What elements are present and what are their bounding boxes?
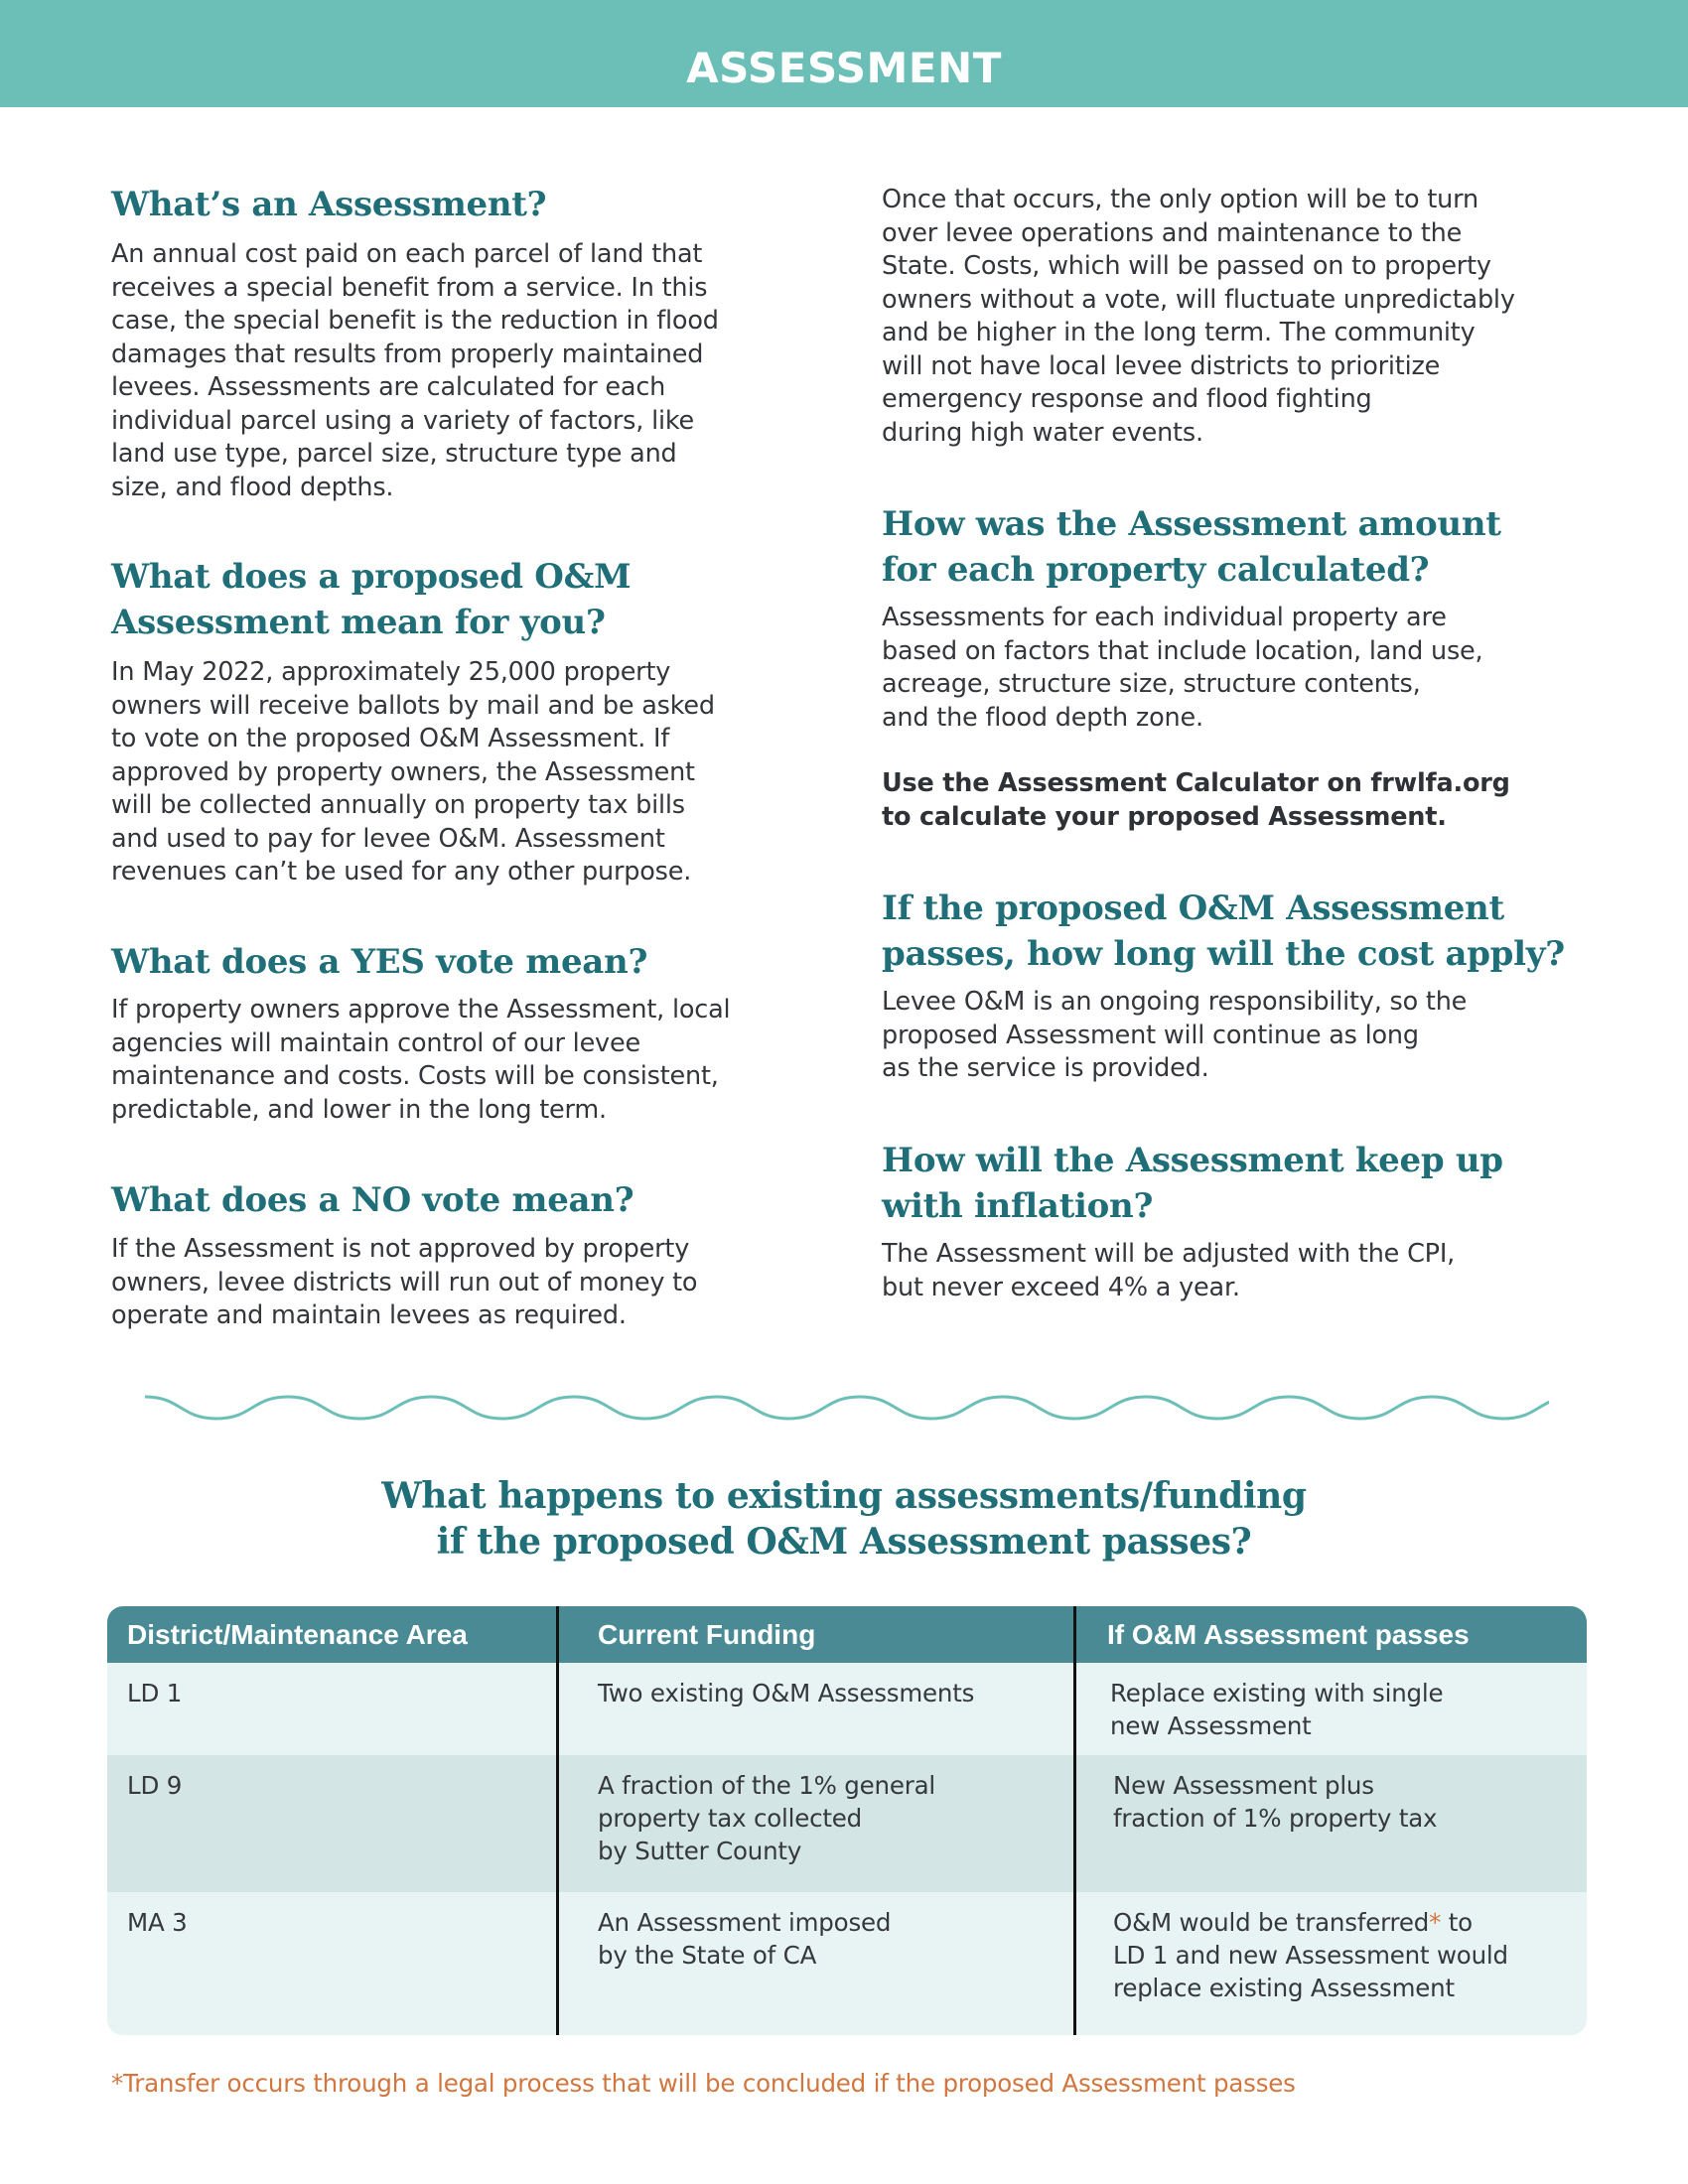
text-line: over levee operations and maintenance to the xyxy=(882,217,1463,248)
text-line: Levee O&M is an ongoing responsibility, so the xyxy=(882,987,1468,1017)
text-line: will be collected annually on property tax bills xyxy=(111,790,685,820)
heading-line: with inflation? xyxy=(882,1186,1154,1226)
wave-line xyxy=(145,1397,1549,1419)
body-yes-vote xyxy=(111,994,730,1127)
heading-whats-assessment: What’s an Assessment? xyxy=(111,185,547,224)
heading-how-long xyxy=(882,886,1565,977)
cell-current-funding xyxy=(598,1906,891,1972)
text-line: and the flood depth zone. xyxy=(882,702,1203,733)
cell-line: new Assessment xyxy=(1110,1711,1312,1740)
heading-no-vote: What does a NO vote mean? xyxy=(111,1180,634,1220)
table-row xyxy=(107,1663,1587,1755)
cell-text: to xyxy=(1441,1908,1473,1937)
text-line: and be higher in the long term. The community xyxy=(882,318,1476,347)
text-line: In May 2022, approximately 25,000 property xyxy=(111,657,671,687)
left-column xyxy=(111,0,806,1390)
cell-line: LD 1 and new Assessment would xyxy=(1113,1941,1508,1970)
callout-line: Use the Assessment Calculator on frwlfa.org xyxy=(882,768,1510,798)
text-line: revenues can’t be used for any other purpose. xyxy=(111,857,692,887)
text-line: owners without a vote, will fluctuate unpredictably xyxy=(882,284,1515,315)
text-line: If property owners approve the Assessment, local xyxy=(111,995,731,1024)
cell-line: fraction of 1% property tax xyxy=(1113,1804,1438,1833)
table-title-line: if the proposed O&M Assessment passes? xyxy=(436,1521,1252,1563)
text-line: land use type, parcel size, structure type and xyxy=(111,439,677,469)
cell-line: New Assessment plus xyxy=(1113,1771,1374,1800)
column-header-area: District/Maintenance Area xyxy=(127,1619,468,1650)
cell-if-passes xyxy=(1113,1769,1437,1835)
text-line: to vote on the proposed O&M Assessment. If xyxy=(111,724,670,753)
footnote: *Transfer occurs through a legal process that will be concluded if the proposed Assessment passes xyxy=(111,2069,1296,2098)
cell-current-funding xyxy=(598,1677,974,1709)
heading-how-calculated xyxy=(882,501,1501,593)
cell-if-passes xyxy=(1113,1906,1508,2004)
heading-line: passes, how long will the cost apply? xyxy=(882,934,1565,974)
column-divider xyxy=(1073,1606,1076,2035)
body-inflation xyxy=(882,1238,1455,1304)
heading-inflation xyxy=(882,1138,1503,1229)
text-line: and used to pay for levee O&M. Assessment xyxy=(111,823,665,854)
text-line: predictable, and lower in the long term. xyxy=(111,1094,607,1125)
text-line: individual parcel using a variety of factors, like xyxy=(111,405,694,436)
cell-line: Replace existing with single xyxy=(1110,1679,1444,1707)
cell-current-funding xyxy=(598,1769,935,1867)
funding-table xyxy=(107,1606,1587,2035)
text-line: agencies will maintain control of our levee xyxy=(111,1027,640,1058)
cell-if-passes xyxy=(1110,1677,1443,1742)
text-line: as the service is provided. xyxy=(882,1053,1209,1083)
column-divider xyxy=(556,1606,559,2035)
heading-line: for each property calculated? xyxy=(882,550,1430,590)
cell-line: by Sutter County xyxy=(598,1837,802,1865)
wave-divider-icon xyxy=(139,1388,1549,1428)
column-header-current-funding: Current Funding xyxy=(598,1619,816,1650)
table-header xyxy=(107,1606,1587,1663)
text-line: receives a special benefit from a service. In this xyxy=(111,272,708,303)
heading-line: What does a proposed O&M xyxy=(111,557,632,597)
text-line: owners, levee districts will run out of money to xyxy=(111,1267,698,1297)
text-line: proposed Assessment will continue as long xyxy=(882,1020,1419,1050)
text-line: maintenance and costs. Costs will be consistent, xyxy=(111,1061,719,1091)
text-line: An annual cost paid on each parcel of land that xyxy=(111,239,703,269)
heading-line: How will the Assessment keep up xyxy=(882,1141,1503,1180)
cell-line: An Assessment imposed xyxy=(598,1908,892,1937)
text-line: State. Costs, which will be passed on to property xyxy=(882,251,1491,281)
text-line: The Assessment will be adjusted with the CPI, xyxy=(882,1239,1456,1269)
callout-line: to calculate your proposed Assessment. xyxy=(882,801,1447,832)
cell-area: LD 1 xyxy=(127,1679,183,1707)
text-line: levees. Assessments are calculated for each xyxy=(111,372,666,402)
body-no-vote-continuation xyxy=(882,184,1515,450)
text-line: damages that results from properly maintained xyxy=(111,339,704,369)
text-line: size, and flood depths. xyxy=(111,472,394,502)
body-no-vote xyxy=(111,1233,697,1333)
asterisk-mark: * xyxy=(1429,1908,1442,1937)
cell-area: MA 3 xyxy=(127,1908,188,1937)
column-header-if-passes: If O&M Assessment passes xyxy=(1107,1619,1470,1650)
right-column xyxy=(882,0,1597,1390)
calculator-callout xyxy=(882,767,1510,834)
body-whats-assessment xyxy=(111,238,719,504)
cell-text: O&M would be transferred xyxy=(1113,1908,1430,1937)
text-line: based on factors that include location, land use, xyxy=(882,635,1483,666)
text-line: acreage, structure size, structure contents, xyxy=(882,669,1421,699)
text-line: Assessments for each individual property are xyxy=(882,603,1447,632)
body-proposed-mean xyxy=(111,656,715,889)
heading-line: If the proposed O&M Assessment xyxy=(882,888,1504,928)
table-row xyxy=(107,1755,1587,1892)
cell-line: property tax collected xyxy=(598,1804,863,1833)
cell-area: LD 9 xyxy=(127,1771,183,1800)
text-line: during high water events. xyxy=(882,417,1203,448)
text-line: but never exceed 4% a year. xyxy=(882,1272,1240,1302)
body-how-long xyxy=(882,986,1467,1086)
heading-line: Assessment mean for you? xyxy=(111,603,606,642)
cell-line: A fraction of the 1% general xyxy=(598,1771,936,1800)
heading-proposed-mean xyxy=(111,554,631,645)
text-line: emergency response and flood fighting xyxy=(882,384,1372,414)
text-line: If the Assessment is not approved by property xyxy=(111,1234,690,1264)
cell-line: by the State of CA xyxy=(598,1941,817,1970)
cell-line: Two existing O&M Assessments xyxy=(598,1679,975,1707)
text-line: Once that occurs, the only option will be to turn xyxy=(882,185,1478,214)
body-how-calculated xyxy=(882,602,1482,735)
heading-yes-vote: What does a YES vote mean? xyxy=(111,942,648,982)
cell-line: replace existing Assessment xyxy=(1113,1974,1455,2002)
heading-line: How was the Assessment amount xyxy=(882,504,1501,544)
text-line: operate and maintain levees as required. xyxy=(111,1300,627,1330)
text-line: approved by property owners, the Assessment xyxy=(111,756,695,787)
text-line: will not have local levee districts to prioritize xyxy=(882,350,1441,381)
text-line: owners will receive ballots by mail and be asked xyxy=(111,690,715,721)
table-title-line: What happens to existing assessments/funding xyxy=(381,1475,1307,1517)
table-title xyxy=(0,1473,1688,1565)
page-title: ASSESSMENT xyxy=(686,44,1002,92)
text-line: case, the special benefit is the reduction in flood xyxy=(111,306,719,336)
cell-line xyxy=(1113,1906,1508,1939)
table-row xyxy=(107,1892,1587,2035)
